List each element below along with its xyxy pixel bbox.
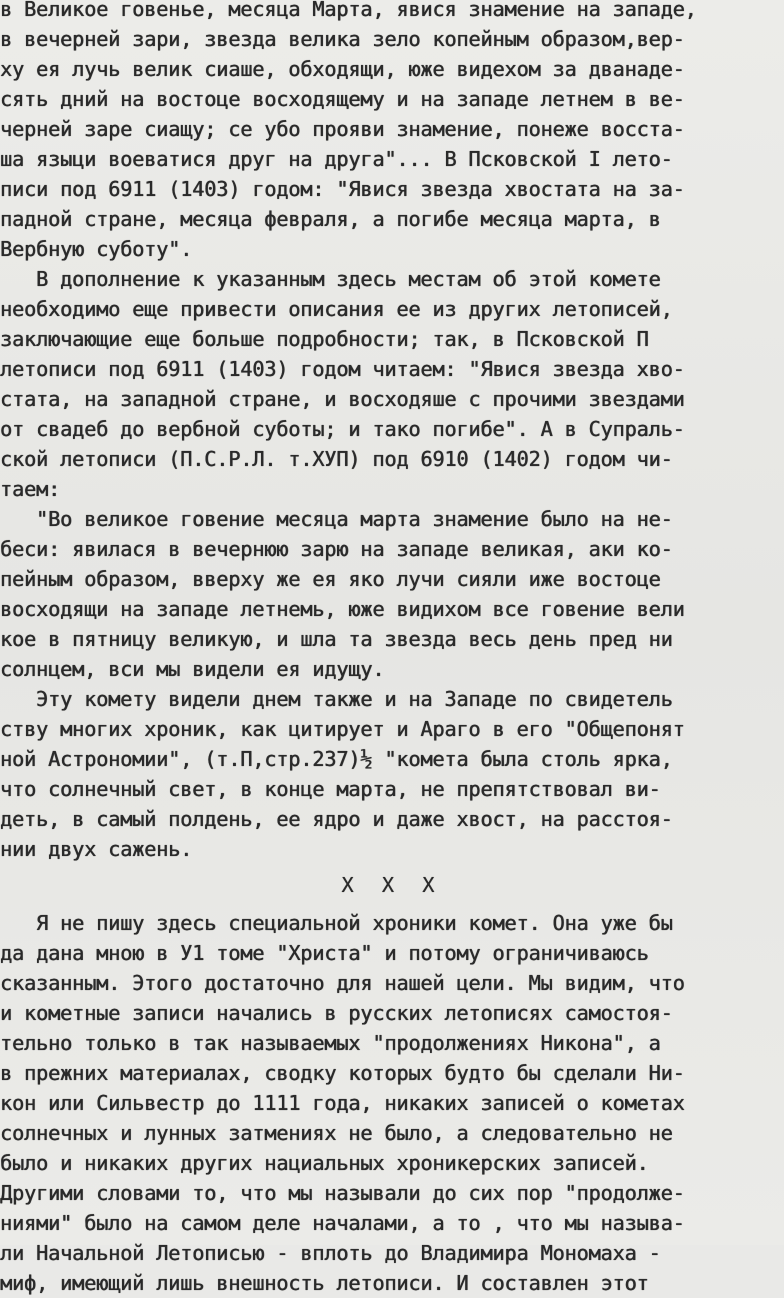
text-line: ной Астрономии", (т.П,стр.237)½ "комета была столь ярка, <box>0 747 673 771</box>
text-line: "Во великое говение месяца марта знамение было на не- <box>0 507 673 531</box>
text-line: черней заре сиащу; се убо прояви знамение, понеже восста- <box>0 117 685 141</box>
text-line: солнечных и лунных затмениях не было, а следовательно не <box>0 1121 673 1145</box>
text-line: было и никаких других нациальных хроникерских записей. <box>0 1151 649 1175</box>
text-line: деть, в самый полдень, ее ядро и даже хвост, на расстоя- <box>0 807 673 831</box>
text-line: сказанным. Этого достаточно для нашей цели. Мы видим, что <box>0 971 685 995</box>
text-line: восходящи на западе летнемь, юже видихом все говение вели <box>0 597 685 621</box>
text-line: писи под 6911 (1403) годом: "Явися звезда хвостата на за- <box>0 177 685 201</box>
text-line: заключающие еще больше подробности; так, в Псковской П <box>0 327 649 351</box>
text-line: сять дний на востоце восходящему и на западе летнем в ве- <box>0 87 685 111</box>
text-line: в вечерней зари, звезда велика зело копейным образом,вер- <box>0 27 685 51</box>
text-line: В дополнение к указанным здесь местам об этой комете <box>0 267 661 291</box>
text-line: кон или Сильвестр до 1111 года, никаких записей о кометах <box>0 1091 685 1115</box>
text-line: стата, на западной стране, и восходяше с прочими звездами <box>0 387 685 411</box>
text-line: летописи под 6911 (1403) годом читаем: "Явися звезда хво- <box>0 357 685 381</box>
text-line: ху ея лучь велик сиаше, обходящи, юже видехом за дванаде- <box>0 57 685 81</box>
text-line: от свадеб до вербной суботы; и тако погибе". А в Супраль- <box>0 417 685 441</box>
text-line: таем: <box>0 477 61 501</box>
text-line: солнцем, вси мы видели ея идущу. <box>0 657 385 681</box>
text-line: миф, имеющий лишь внешность летописи. И составлен этот <box>0 1271 649 1295</box>
text-line: ской летописи (П.С.Р.Л. т.ХУП) под 6910 (1402) годом чи- <box>0 447 673 471</box>
section-separator-heading: Х Х Х <box>341 873 443 897</box>
text-line: ству многих хроник, как цитирует и Араго в его "Общепонят <box>0 717 685 741</box>
text-line: Другими словами то, что мы называли до сих пор "продолже- <box>0 1181 685 1205</box>
text-line: кое в пятницу великую, и шла та звезда весь день пред ни <box>0 627 673 651</box>
text-line: и кометные записи начались в русских летописях самостоя- <box>0 1001 673 1025</box>
text-line: нии двух сажень. <box>0 837 193 861</box>
text-line: Эту комету видели днем также и на Западе по свидетель <box>0 687 673 711</box>
text-line: в Великое говенье, месяца Марта, явися знамение на западе, <box>0 0 697 21</box>
text-line: ли Начальной Летописью - вплоть до Владимира Мономаха - <box>0 1241 661 1265</box>
text-line: ниями" было на самом деле началами, а то , что мы называ- <box>0 1211 685 1235</box>
text-line: тельно только в так называемых "продолжениях Никона", а <box>0 1031 661 1055</box>
text-line: ша языци воеватися друг на друга"... В Псковской I лето- <box>0 147 673 171</box>
text-line: падной стране, месяца февраля, а погибе месяца марта, в <box>0 207 661 231</box>
text-line: необходимо еще привести описания ее из других летописей, <box>0 297 673 321</box>
text-line: пейным образом, вверху же ея яко лучи сияли иже востоце <box>0 567 661 591</box>
text-line: в прежних материалах, сводку которых будто бы сделали Ни- <box>0 1061 685 1085</box>
text-line: да дана мною в У1 томе "Христа" и потому ограничиваюсь <box>0 941 649 965</box>
text-line: Я не пишу здесь специальной хроники комет. Она уже бы <box>0 911 673 935</box>
text-line: Вербную суботу". <box>0 237 193 261</box>
text-line: беси: явилася в вечернюю зарю на западе великая, аки ко- <box>0 537 673 561</box>
text-line: что солнечный свет, в конце марта, не препятствовал ви- <box>0 777 661 801</box>
